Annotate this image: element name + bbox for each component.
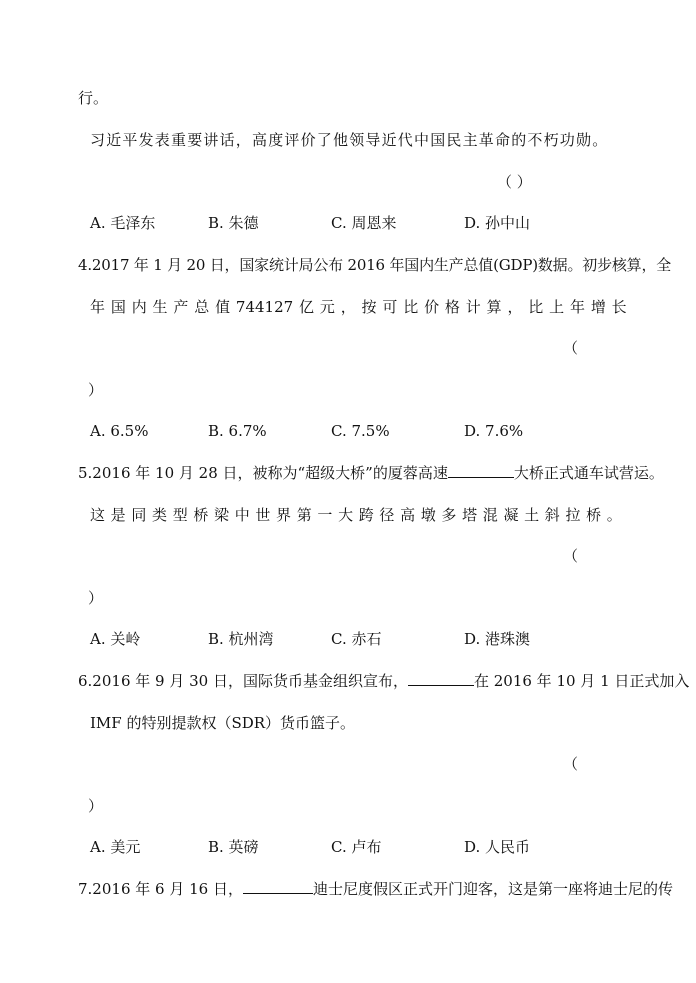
q5-paren-close: ） bbox=[88, 589, 104, 607]
q5-word: 世 bbox=[255, 506, 271, 524]
q3-sentence: 习近平发表重要讲话，高度评价了他领导近代中国民主革命的不朽功勋。 bbox=[90, 131, 609, 149]
q5-word: 混 bbox=[482, 506, 498, 524]
q5-word: 类 bbox=[152, 506, 168, 524]
q7-stem-part1: 7.2016 年 6 月 16 日， bbox=[78, 880, 243, 898]
q5-answer-blank bbox=[448, 463, 514, 478]
q5-word: 土 bbox=[524, 506, 540, 524]
q5-word: 一 bbox=[317, 506, 333, 524]
q6-stem-line2: IMF 的特别提款权（SDR）货币篮子。 bbox=[90, 714, 356, 732]
q4-word: 计 bbox=[465, 298, 481, 316]
q5-word: 桥 bbox=[193, 506, 209, 524]
q6-stem-part1: 6.2016 年 9 月 30 日，国际货币基金组织宣布， bbox=[78, 672, 408, 690]
q5-word: 凝 bbox=[503, 506, 519, 524]
q5-paren-open: （ bbox=[563, 547, 579, 565]
q4-word: 格 bbox=[444, 298, 460, 316]
q5-word: 拉 bbox=[565, 506, 581, 524]
q5-word: 斜 bbox=[544, 506, 560, 524]
q7-stem-line1 bbox=[78, 879, 673, 899]
q5-word: 界 bbox=[276, 506, 292, 524]
q5-word: 中 bbox=[234, 506, 250, 524]
q4-word: 算 bbox=[486, 298, 502, 316]
q6-paren-open: （ bbox=[563, 755, 579, 773]
q6-option-d: D. 人民币 bbox=[464, 838, 531, 856]
q5-option-b: B. 杭州湾 bbox=[208, 630, 274, 648]
q4-word: 值 bbox=[215, 298, 231, 316]
q5-word: 径 bbox=[379, 506, 395, 524]
q5-word: 同 bbox=[131, 506, 147, 524]
q5-word: 塔 bbox=[462, 506, 478, 524]
q4-word: 年 bbox=[90, 298, 106, 316]
q5-word: 这 bbox=[90, 506, 106, 524]
q5-word: 桥 bbox=[586, 506, 602, 524]
q6-stem-line1 bbox=[78, 671, 689, 691]
q4-word: 年 bbox=[569, 298, 585, 316]
q5-stem-part1: 5.2016 年 10 月 28 日，被称为“超级大桥”的厦蓉高速 bbox=[78, 464, 448, 482]
q4-word: 比 bbox=[403, 298, 419, 316]
q5-word: 跨 bbox=[358, 506, 374, 524]
q5-word: 梁 bbox=[214, 506, 230, 524]
q5-stem-part2: 大桥正式通车试营运。 bbox=[513, 464, 664, 482]
q4-word: 长 bbox=[611, 298, 627, 316]
q4-paren-open: （ bbox=[563, 339, 579, 357]
q5-option-c: C. 赤石 bbox=[331, 630, 382, 648]
q4-option-d: D. 7.6% bbox=[464, 422, 524, 440]
q3-option-b: B. 朱德 bbox=[208, 214, 259, 232]
q5-word: 高 bbox=[400, 506, 416, 524]
q4-paren-close: ） bbox=[88, 381, 104, 399]
q5-word: 是 bbox=[110, 506, 126, 524]
q4-word: 上 bbox=[549, 298, 565, 316]
q5-option-a: A. 关岭 bbox=[90, 630, 141, 648]
q4-word: 生 bbox=[152, 298, 168, 316]
q4-word: 元 bbox=[319, 298, 335, 316]
q4-word: 744127 bbox=[235, 298, 294, 316]
q4-word: 国 bbox=[110, 298, 126, 316]
q7-stem-part2: 迪士尼度假区正式开门迎客，这是第一座将迪士尼的传 bbox=[312, 880, 673, 898]
q5-option-d: D. 港珠澳 bbox=[464, 630, 531, 648]
q5-word: 。 bbox=[606, 506, 622, 524]
q3-option-d: D. 孙中山 bbox=[464, 214, 531, 232]
q4-option-b: B. 6.7% bbox=[208, 422, 267, 440]
q4-word: 价 bbox=[424, 298, 440, 316]
q6-stem-part2: 在 2016 年 10 月 1 日正式加入 bbox=[473, 672, 690, 690]
q5-word: 第 bbox=[296, 506, 312, 524]
q6-option-b: B. 英磅 bbox=[208, 838, 259, 856]
q6-option-c: C. 卢布 bbox=[331, 838, 382, 856]
q3-option-a: A. 毛泽东 bbox=[90, 214, 156, 232]
q6-option-a: A. 美元 bbox=[90, 838, 141, 856]
q3-option-c: C. 周恩来 bbox=[331, 214, 397, 232]
q4-word: 产 bbox=[173, 298, 189, 316]
q4-word: 可 bbox=[382, 298, 398, 316]
q5-word: 大 bbox=[338, 506, 354, 524]
q4-word: 增 bbox=[590, 298, 606, 316]
q5-word: 多 bbox=[441, 506, 457, 524]
q6-answer-blank bbox=[408, 671, 474, 686]
q5-stem-line2 bbox=[90, 505, 622, 525]
q3-tail-text: 行。 bbox=[78, 89, 109, 107]
q6-paren-close: ） bbox=[88, 797, 104, 815]
q3-answer-paren: （ ） bbox=[497, 173, 532, 191]
q4-word: 比 bbox=[528, 298, 544, 316]
q4-stem-line2 bbox=[90, 297, 627, 317]
q4-stem-line1: 4.2017 年 1 月 20 日，国家统计局公布 2016 年国内生产总值(GDP)数据。初步核算，全 bbox=[78, 256, 672, 274]
q4-option-c: C. 7.5% bbox=[331, 422, 390, 440]
q7-answer-blank bbox=[243, 879, 313, 894]
q4-word: ， bbox=[340, 298, 356, 316]
q5-word: 型 bbox=[172, 506, 188, 524]
q5-stem-line1 bbox=[78, 463, 664, 483]
q5-word: 墩 bbox=[420, 506, 436, 524]
q4-word: 内 bbox=[131, 298, 147, 316]
q4-option-a: A. 6.5% bbox=[90, 422, 149, 440]
q4-word: ， bbox=[507, 298, 523, 316]
q4-word: 亿 bbox=[299, 298, 315, 316]
q4-word: 总 bbox=[194, 298, 210, 316]
q4-word: 按 bbox=[361, 298, 377, 316]
